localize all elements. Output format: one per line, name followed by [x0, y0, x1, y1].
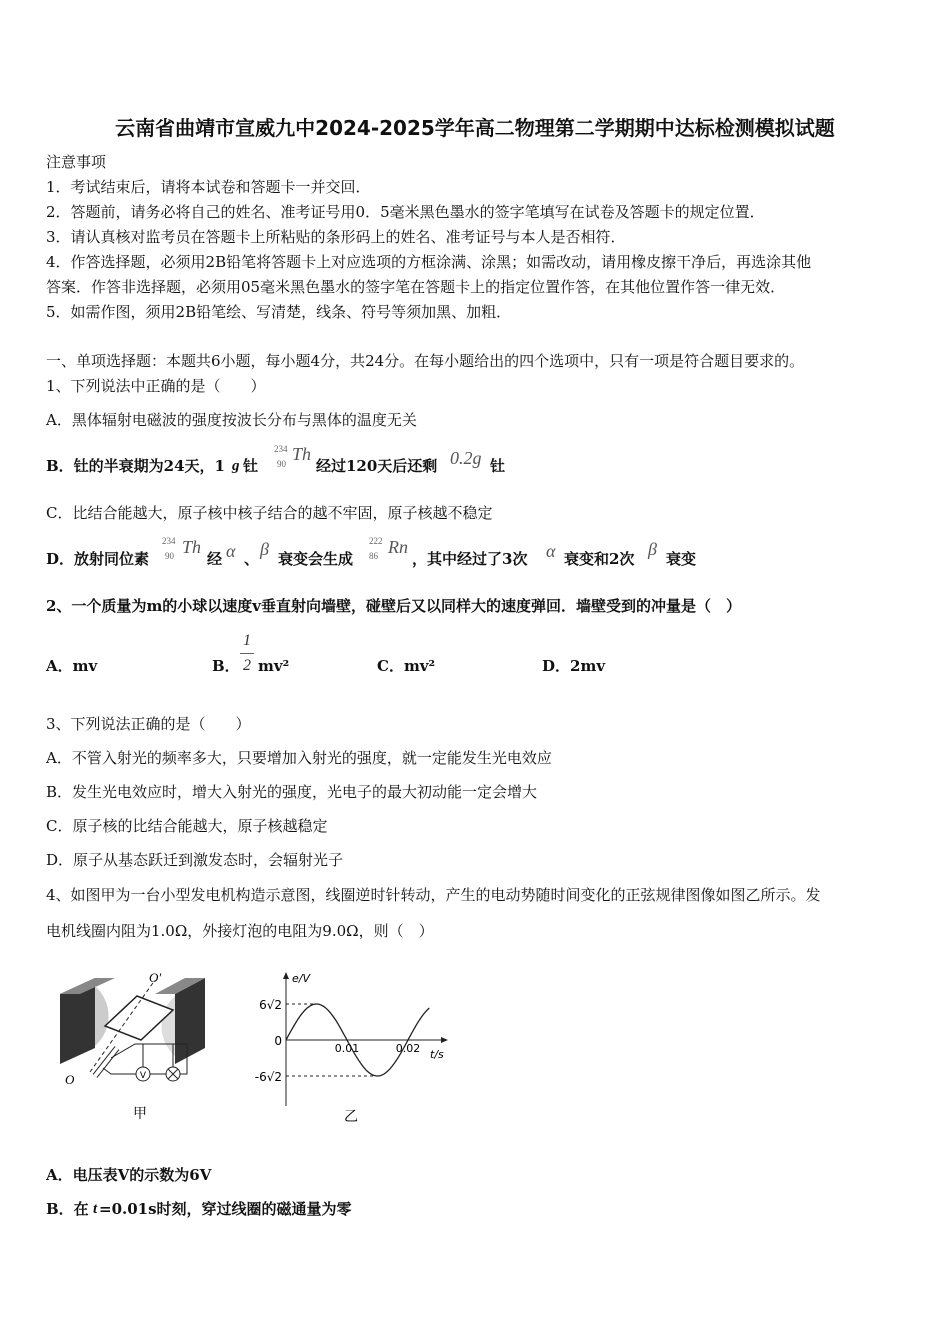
isotope-number: 90 — [277, 459, 286, 469]
q1-d-text: ，其中经过了3次 — [412, 550, 528, 568]
q1-d-text: 经 — [207, 550, 223, 568]
isotope-symbol: Rn — [388, 537, 408, 557]
question-1-stem: 1、下列说法中正确的是（ ） — [46, 377, 266, 395]
notice-item: 2．答题前，请务必将自己的姓名、准考证号用0．5毫米黑色墨水的签字笔填写在试卷及答题卡的规定位置． — [46, 203, 765, 221]
question-4-stem-cont: 电机线圈内阻为1.0Ω，外接灯泡的电阻为9.0Ω，则（ ） — [46, 922, 434, 940]
y-tick-label: -6√2 — [254, 1070, 282, 1084]
isotope-symbol: Th — [182, 537, 202, 557]
mass-expression: 0.2g — [450, 448, 482, 468]
fraction-numerator: 1 — [243, 632, 251, 649]
beta-symbol: β — [648, 539, 657, 559]
question-2-stem: 2、一个质量为m的小球以速度v垂直射向墙壁，碰壁后又以同样大的速度弹回．墙壁受到的冲量是（ ） — [46, 597, 742, 615]
q3-option-a: A．不管入射光的频率多大，只要增加入射光的强度，就一定能发生光电效应 — [46, 749, 552, 767]
q2-b-value: mv² — [258, 657, 290, 675]
alpha-symbol: α — [546, 541, 556, 561]
q1-b-text: 钍 — [490, 457, 506, 475]
fraction-bar — [240, 653, 254, 654]
q2-option-d: D．2mv — [542, 657, 606, 675]
section-heading: 一、单项选择题：本题共6小题，每小题4分，共24分。在每小题给出的四个选项中，只有一项是符合题目要求的。 — [46, 352, 805, 370]
y-tick-label: 6√2 — [259, 998, 282, 1012]
isotope-mass: 222 — [369, 536, 383, 546]
notice-item: 4．作答选择题，必须用2B铅笔将答题卡上对应选项的方框涂满、涂黑；如需改动，请用橡皮擦干净后，再选涂其他 — [46, 253, 812, 271]
q1-d-text: 衰变会生成 — [278, 550, 354, 568]
pole-face-left — [95, 986, 109, 1046]
fraction-denominator: 2 — [243, 657, 251, 674]
q2-option-a: A．mv — [46, 657, 98, 675]
beta-symbol: β — [260, 539, 269, 559]
q1-d-text: 衰变和2次 — [564, 550, 635, 568]
q4-option-a: A．电压表V的示数为6V — [46, 1166, 212, 1184]
q1-b-text: B．钍的半衰期为24天，1 — [46, 457, 225, 475]
x-tick-label: 0.01 — [334, 1042, 360, 1055]
x-tick-label: 0.02 — [395, 1042, 421, 1055]
notice-item: 1．考试结束后，请将本试卷和答题卡一并交回． — [46, 178, 371, 196]
isotope-number: 86 — [369, 551, 378, 561]
isotope-mass: 234 — [162, 536, 176, 546]
q1-b-text: 钍 — [243, 457, 259, 475]
voltmeter-label: V — [139, 1071, 147, 1081]
question-3-stem: 3、下列说法正确的是（ ） — [46, 715, 251, 733]
q1-d-text: 衰变 — [666, 550, 697, 568]
y-axis-label: e/V — [292, 972, 310, 985]
alpha-symbol: α — [226, 541, 236, 561]
isotope-mass: 234 — [274, 444, 288, 454]
isotope-symbol: Th — [292, 444, 312, 464]
y-axis-arrow — [283, 972, 289, 979]
q3-option-b: B．发生光电效应时，增大入射光的强度，光电子的最大初动能一定会增大 — [46, 783, 538, 801]
question-4-stem: 4、如图甲为一台小型发电机构造示意图，线圈逆时针转动，产生的电动势随时间变化的正弦规律图像如图乙所示。发 — [46, 886, 821, 904]
notice-item: 5．如需作图，须用2B铅笔绘、写清楚，线条、符号等须加黑、加粗． — [46, 303, 512, 321]
q1-b-text: 经过120天后还剩 — [316, 457, 438, 475]
q4-b-var: t — [93, 1201, 98, 1217]
notice-item: 答案．作答非选择题，必须用05毫米黑色墨水的签字笔在答题卡上的指定位置作答，在其他位置作答一律无效． — [46, 278, 786, 296]
q1-option-c: C．比结合能越大，原子核中核子结合的越不牢固，原子核越不稳定 — [46, 504, 493, 522]
label-o: O — [65, 1072, 75, 1087]
figure-caption-right: 乙 — [344, 1109, 358, 1125]
label-o-prime: O′ — [149, 970, 162, 985]
emf-chart — [236, 966, 454, 1126]
q1-d-text: D．放射同位素 — [46, 550, 150, 568]
page-title: 云南省曲靖市宣威九中2024-2025学年高二物理第二学期期中达标检测模拟试题 — [115, 116, 835, 140]
notice-item: 3．请认真核对监考员在答题卡上所粘贴的条形码上的姓名、准考证号与本人是否相符． — [46, 228, 626, 246]
q4-b-text: B．在 — [46, 1200, 89, 1218]
isotope-number: 90 — [165, 551, 174, 561]
y-tick-label: 0 — [274, 1034, 282, 1048]
q3-option-d: D．原子从基态跃迁到激发态时，会辐射光子 — [46, 851, 344, 869]
q2-option-c: C．mv² — [377, 657, 436, 675]
q3-option-c: C．原子核的比结合能越大，原子核越稳定 — [46, 817, 328, 835]
q1-option-a: A．黑体辐射电磁波的强度按波长分布与黑体的温度无关 — [46, 411, 417, 429]
generator-diagram — [55, 968, 230, 1128]
q1-d-text: 、 — [244, 550, 260, 568]
q4-b-text: =0.01s时刻，穿过线圈的磁通量为零 — [99, 1200, 352, 1218]
x-axis-label: t/s — [430, 1048, 444, 1061]
q1-b-unit: g — [232, 458, 240, 474]
notice-heading: 注意事项 — [46, 153, 107, 171]
x-axis-arrow — [441, 1037, 448, 1043]
q2-b-label: B． — [212, 657, 240, 675]
figure-caption-left: 甲 — [133, 1106, 147, 1122]
shaft-inner — [95, 1048, 117, 1076]
